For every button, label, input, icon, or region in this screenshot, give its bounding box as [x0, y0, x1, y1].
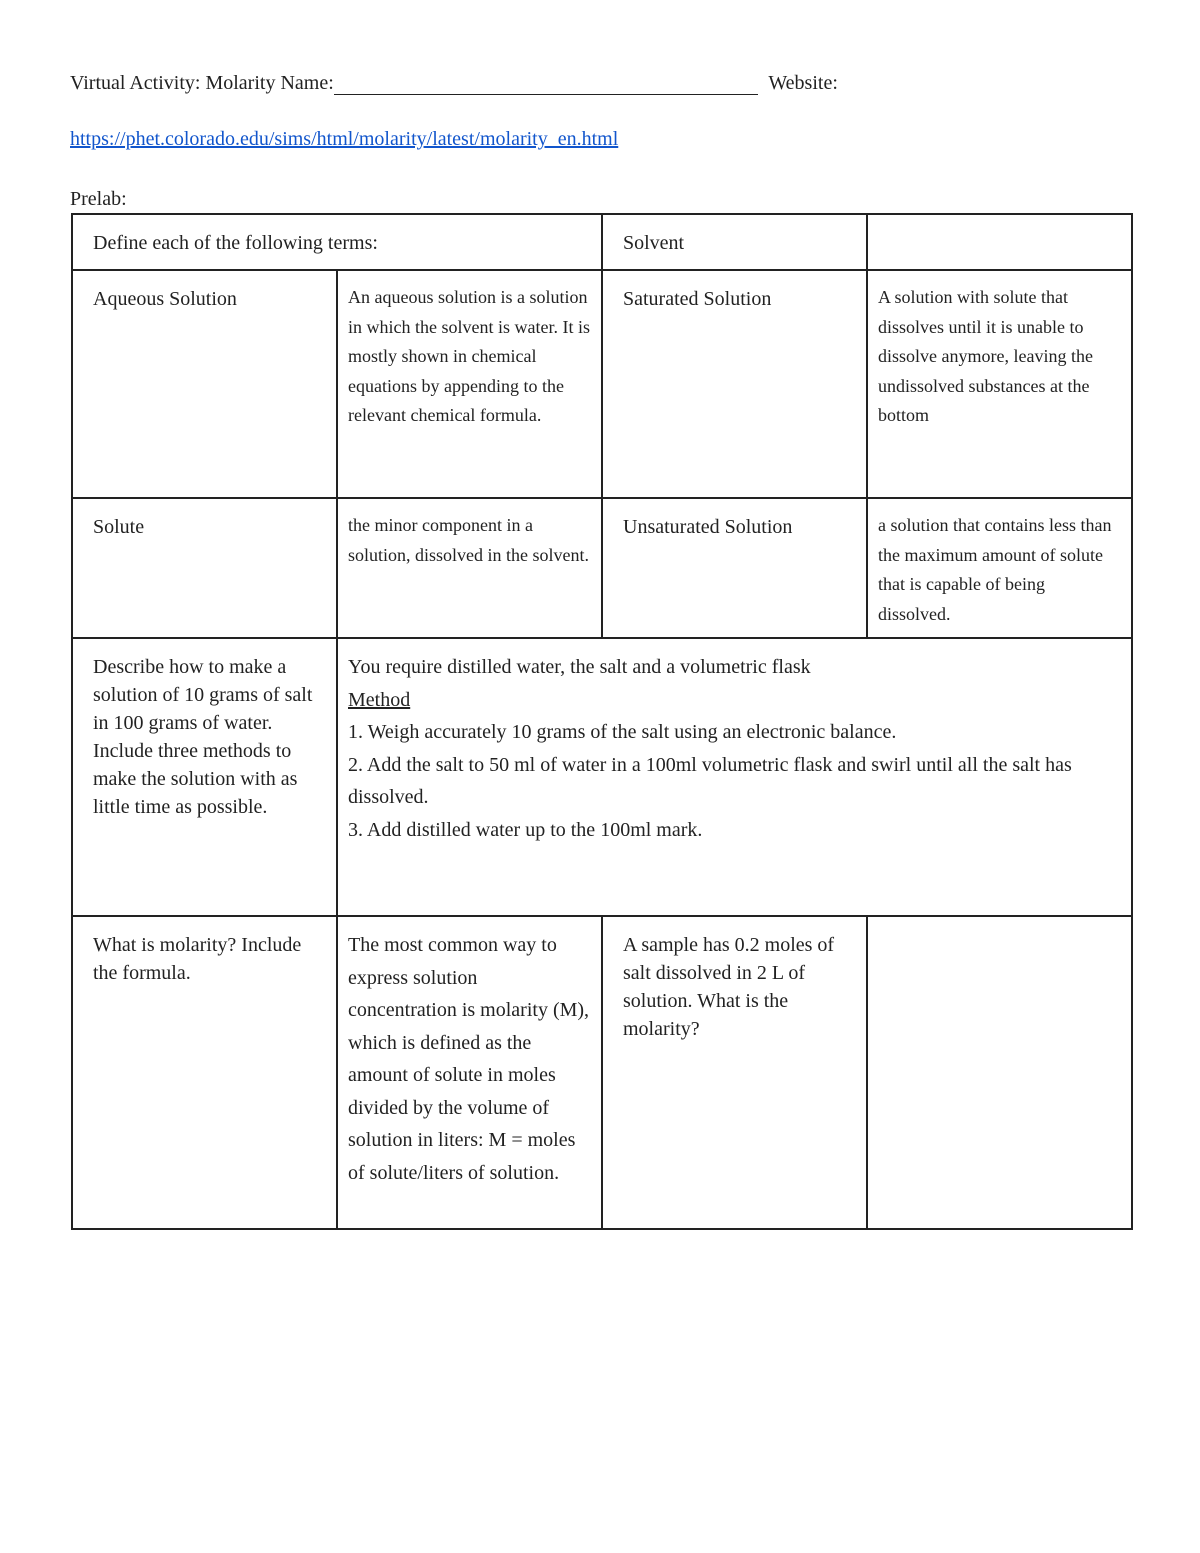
- table-row: [72, 916, 1132, 1229]
- molarity-answer-cell: [337, 916, 602, 1229]
- unsaturated-term-cell: [602, 498, 867, 638]
- describe-intro: You require distilled water, the salt and a volumetric flask: [348, 656, 811, 678]
- molarity-prompt: What is molarity? Include the formula.: [93, 934, 302, 984]
- solute-def-cell: [337, 498, 602, 638]
- solvent-def-cell[interactable]: [867, 214, 1132, 270]
- method-step: 1. Weigh accurately 10 grams of the salt using an electronic balance.: [348, 721, 897, 743]
- prelab-table: [71, 213, 1133, 1230]
- solvent-term-cell: [602, 214, 867, 270]
- method-step: 3. Add distilled water up to the 100ml mark.: [348, 818, 703, 841]
- saturated-def: A solution with solute that dissolves until it is unable to dissolve anymore, leaving the undissolved substances at the bottom: [878, 287, 1093, 425]
- saturated-term: Saturated Solution: [623, 288, 772, 310]
- table-row: [72, 270, 1132, 498]
- saturated-term-cell: [602, 270, 867, 498]
- molarity-answer: The most common way to express solution concentration is molarity (M), which is defined as the amount of solute in moles divided by the volume of solution in liters: M = moles of solute/liters of solution.: [348, 934, 590, 1184]
- website-label: Website:: [768, 72, 838, 94]
- table-row: [72, 498, 1132, 638]
- table-row: [72, 214, 1132, 270]
- name-field-blank[interactable]: [334, 72, 758, 95]
- sample-prompt: A sample has 0.2 moles of salt dissolved in 2 L of solution. What is the molarity?: [623, 934, 835, 1040]
- aqueous-term: Aqueous Solution: [93, 288, 237, 310]
- unsaturated-term: Unsaturated Solution: [623, 516, 793, 538]
- aqueous-term-cell: [72, 270, 337, 498]
- website-link[interactable]: https://phet.colorado.edu/sims/html/molarity/latest/molarity_en.html: [70, 128, 619, 150]
- unsaturated-def: a solution that contains less than the maximum amount of solute that is capable of being dissolved.: [878, 515, 1112, 624]
- prelab-label: Prelab:: [70, 188, 127, 210]
- define-prompt: Define each of the following terms:: [93, 232, 378, 254]
- name-label: Name:: [280, 72, 334, 94]
- describe-prompt-cell: [72, 638, 337, 916]
- aqueous-def: An aqueous solution is a solution in which the solvent is water. It is mostly shown in chemical equations by appending to the relevant chemical formula.: [348, 287, 590, 425]
- unsaturated-def-cell: [867, 498, 1132, 638]
- solvent-term: Solvent: [623, 232, 685, 254]
- table-row: [72, 638, 1132, 916]
- molarity-prompt-cell: [72, 916, 337, 1229]
- saturated-def-cell: [867, 270, 1132, 498]
- method-heading: Method: [348, 688, 411, 711]
- method-step: 2. Add the salt to 50 ml of water in a 100ml volumetric flask and swirl until all the salt has dissolved.: [348, 753, 1072, 808]
- sample-answer-cell[interactable]: [867, 916, 1132, 1229]
- define-prompt-cell: [72, 214, 602, 270]
- aqueous-def-cell: [337, 270, 602, 498]
- activity-title: Virtual Activity: Molarity: [70, 72, 276, 94]
- solute-term: Solute: [93, 516, 145, 538]
- solute-term-cell: [72, 498, 337, 638]
- solute-def: the minor component in a solution, dissolved in the solvent.: [348, 515, 589, 565]
- sample-prompt-cell: [602, 916, 867, 1229]
- describe-prompt: Describe how to make a solution of 10 grams of salt in 100 grams of water. Include three methods to make the solution with as little time as possible.: [93, 656, 313, 818]
- describe-answer-cell: [337, 638, 1132, 916]
- header-line: [70, 72, 838, 95]
